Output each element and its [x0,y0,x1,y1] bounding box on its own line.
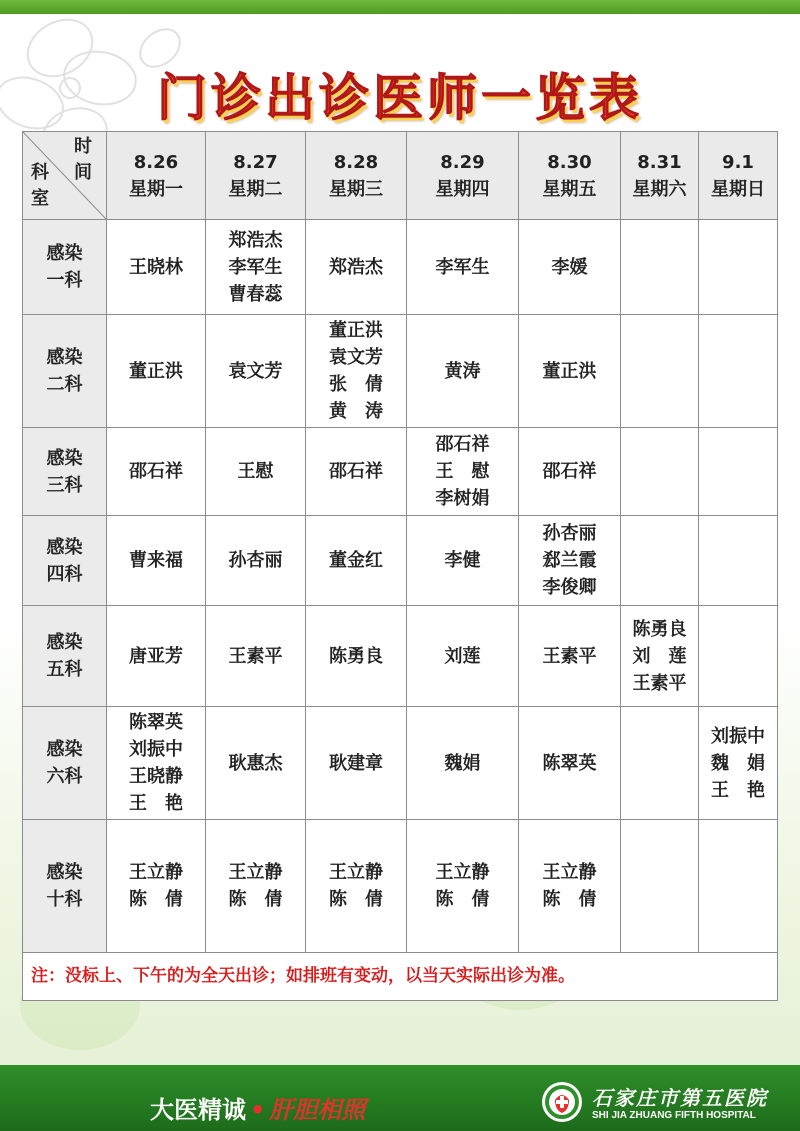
doctor-cell [407,220,519,315]
doctor-name: 王 艳 [711,779,765,801]
doctor-cell [306,315,407,428]
corner-cell [23,132,107,220]
department-label: 三科 [46,474,83,496]
doctor-cell [407,516,519,606]
doctor-name: 孙杏丽 [542,523,597,544]
doctor-name: 陈翠英 [129,712,183,733]
doctor-cell [306,707,407,820]
doctor-name: 王立静 [329,862,383,883]
date-column-header [519,132,621,220]
table-row [23,428,778,516]
doctor-name: 袁文芳 [228,360,283,382]
column-weekday: 星期三 [329,178,383,200]
doctor-name: 李健 [444,550,481,571]
column-date: 8.31 [637,151,682,173]
doctor-name: 曹春蕊 [228,283,283,305]
doctor-cell [699,606,778,707]
doctor-name: 刘振中 [711,725,765,747]
department-cell [23,707,107,820]
doctor-name: 刘莲 [444,645,481,667]
hospital-name-cn: 石家庄市第五医院 [592,1086,768,1110]
doctor-name: 耿惠杰 [228,752,283,774]
doctor-cell [407,707,519,820]
doctor-cell [699,707,778,820]
department-label: 四科 [46,563,83,585]
doctor-cell [107,315,206,428]
footer-slogan [150,1090,365,1125]
doctor-cell [107,606,206,707]
doctor-name: 李媛 [551,256,588,278]
note-text: 注：没标上、下午的为全天出诊；如排班有变动，以当天实际出诊为准。 [23,953,778,1001]
corner-dept-label: 室 [31,188,49,209]
doctor-cell [206,820,306,953]
column-date: 8.30 [547,151,592,173]
slogan-part-b: 肝胆相照 [269,1096,366,1124]
department-cell [23,820,107,953]
column-date: 8.28 [333,151,379,173]
doctor-name: 郑浩杰 [228,229,283,251]
doctor-name: 陈 倩 [129,889,183,910]
department-label: 六科 [46,766,83,787]
column-date: 8.27 [233,151,278,173]
department-cell [23,606,107,707]
doctor-cell [206,707,306,820]
doctor-cell [621,606,699,707]
hospital-logo-icon [540,1080,584,1124]
department-label: 二科 [46,374,83,395]
table-row [23,707,778,820]
column-weekday: 星期五 [542,178,597,200]
department-cell [23,428,107,516]
department-label: 感染 [46,632,83,653]
doctor-name: 魏 娟 [711,752,765,774]
department-cell [23,315,107,428]
doctor-cell [519,428,621,516]
header-row [23,132,778,220]
doctor-name: 董正洪 [129,360,183,382]
doctor-name: 陈勇良 [632,618,687,640]
doctor-name: 李军生 [228,256,283,278]
date-column-header [206,132,306,220]
department-label: 感染 [46,739,83,760]
doctor-name: 郑浩杰 [329,256,383,278]
column-weekday: 星期一 [129,178,183,200]
doctor-name: 王素平 [542,645,597,667]
doctor-name: 陈 倩 [435,889,490,910]
doctor-cell [107,820,206,953]
doctor-name: 陈翠英 [542,752,597,774]
doctor-name: 王素平 [228,645,283,667]
slogan-dot: • [250,1096,266,1124]
page-title: 门诊出诊医师一览表 [157,69,643,127]
doctor-name: 陈勇良 [329,645,383,667]
doctor-cell [107,516,206,606]
department-label: 感染 [46,447,83,469]
doctor-cell [699,315,778,428]
doctor-cell [699,516,778,606]
table-row [23,315,778,428]
table-row [23,820,778,953]
column-date: 8.29 [440,151,485,173]
doctor-name: 王立静 [228,862,283,883]
doctor-name: 魏娟 [444,752,481,774]
doctor-name: 李俊卿 [542,577,597,598]
doctor-cell [621,315,699,428]
doctor-name: 王立静 [129,862,183,883]
doctor-name: 王晓林 [129,256,183,278]
doctor-name: 邵石祥 [435,434,490,455]
doctor-cell [306,516,407,606]
doctor-name: 陈 倩 [228,889,283,910]
doctor-cell [699,428,778,516]
slogan-part-a: 大医精诚 [150,1096,246,1124]
department-cell [23,220,107,315]
doctor-cell [699,820,778,953]
doctor-name: 邵石祥 [329,461,383,482]
doctor-name: 王 慰 [435,461,490,482]
doctor-name: 黄涛 [444,360,481,382]
doctor-cell [699,220,778,315]
department-label: 感染 [46,862,83,883]
department-label: 感染 [46,243,83,264]
doctor-cell [206,220,306,315]
doctor-cell [306,428,407,516]
department-label: 感染 [46,536,83,558]
doctor-name: 王晓静 [129,766,183,787]
doctor-name: 曹来福 [129,550,183,571]
doctor-cell [621,820,699,953]
doctor-cell [621,220,699,315]
doctor-cell [519,707,621,820]
doctor-cell [407,315,519,428]
department-label: 五科 [46,659,83,680]
hospital-name-en: SHI JIA ZHUANG FIFTH HOSPITAL [592,1110,756,1121]
doctor-cell [107,220,206,315]
doctor-cell [519,315,621,428]
column-date: 9.1 [722,151,754,173]
corner-time-label: 间 [74,162,92,183]
doctor-cell [206,428,306,516]
note-row [23,953,778,1001]
table-row [23,516,778,606]
doctor-cell [206,516,306,606]
date-column-header [699,132,778,220]
doctor-name: 王立静 [542,862,597,883]
doctor-name: 李军生 [435,256,490,278]
column-weekday: 星期日 [711,178,765,200]
doctor-name: 王慰 [237,461,274,482]
doctor-name: 王立静 [435,862,490,883]
date-column-header [407,132,519,220]
doctor-cell [107,428,206,516]
department-cell [23,516,107,606]
doctor-cell [621,707,699,820]
doctor-name: 邵石祥 [129,461,183,482]
doctor-cell [206,315,306,428]
column-weekday: 星期二 [228,178,283,200]
doctor-name: 王 艳 [129,793,183,814]
doctor-name: 郄兰霞 [542,550,597,571]
doctor-name: 陈 倩 [542,889,597,910]
doctor-name: 张 倩 [329,374,383,395]
doctor-cell [519,606,621,707]
doctor-cell [519,220,621,315]
column-weekday: 星期六 [632,178,687,200]
doctor-cell [621,428,699,516]
doctor-cell [519,820,621,953]
schedule-table [22,131,778,1001]
table-row [23,606,778,707]
doctor-cell [107,707,206,820]
doctor-cell [306,820,407,953]
doctor-name: 李树娟 [435,488,490,509]
doctor-name: 邵石祥 [542,461,597,482]
doctor-cell [306,606,407,707]
doctor-cell [407,606,519,707]
corner-dept-label: 科 [31,162,49,183]
doctor-name: 耿建章 [329,752,383,774]
department-label: 一科 [46,270,83,291]
date-column-header [621,132,699,220]
doctor-cell [407,820,519,953]
corner-time-label: 时 [74,136,92,157]
doctor-name: 王素平 [632,672,687,694]
doctor-name: 陈 倩 [329,889,383,910]
doctor-name: 黄 涛 [329,401,383,422]
doctor-cell [206,606,306,707]
column-date: 8.26 [133,151,179,173]
date-column-header [306,132,407,220]
doctor-name: 董正洪 [542,360,597,382]
doctor-cell [621,516,699,606]
doctor-cell [306,220,407,315]
table-row [23,220,778,315]
doctor-name: 董正洪 [329,320,383,341]
department-label: 十科 [46,889,83,910]
doctor-cell [407,428,519,516]
doctor-name: 唐亚芳 [129,645,183,667]
date-column-header [107,132,206,220]
doctor-name: 孙杏丽 [228,550,283,571]
column-weekday: 星期四 [435,178,490,200]
doctor-name: 刘 莲 [632,645,687,667]
doctor-name: 董金红 [329,550,383,571]
doctor-name: 袁文芳 [329,347,383,368]
department-label: 感染 [46,347,83,368]
doctor-name: 刘振中 [129,739,183,760]
doctor-cell [519,516,621,606]
